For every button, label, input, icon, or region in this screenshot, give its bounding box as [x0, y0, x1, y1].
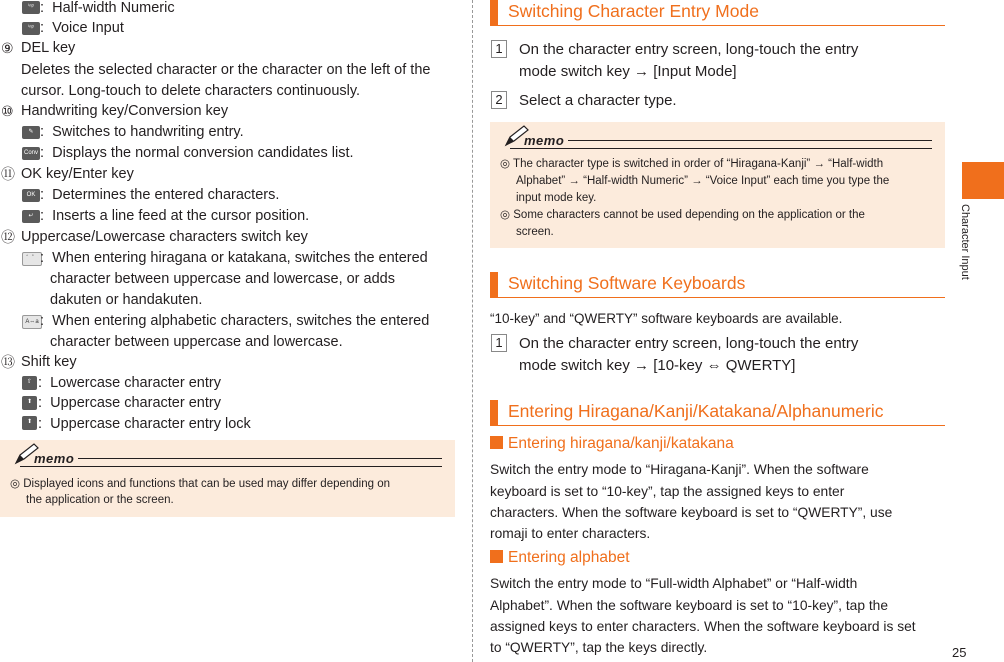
item-text: When entering hiragana or katakana, switches the entered [52, 250, 428, 266]
memo-text: Alphabet” → “Half-width Numeric” → “Voice Input” each time you type the [516, 175, 890, 187]
paragraph-line: Alphabet”. When the software keyboard is set to “10-key”, tap the [490, 598, 889, 613]
subsection-heading [490, 434, 734, 454]
item-text: Determines the entered characters. [52, 187, 280, 203]
item-number: ⑩ [1, 103, 14, 119]
paragraph-line: assigned keys to enter characters. When the software keyboard is set [490, 619, 916, 634]
step-text: Select a character type. [519, 92, 677, 109]
shift-uppercase-icon: ⬆ [22, 396, 37, 410]
side-tab-label: Character Input [959, 204, 971, 280]
shift-key-title: Shift key [21, 354, 77, 370]
enter-key-icon: ↵ [22, 210, 40, 223]
item-text: Lowercase character entry [50, 375, 221, 391]
memo-line-text: Displayed icons and functions that can be used may differ depending on [23, 478, 391, 490]
side-tab [962, 162, 1004, 199]
del-key-desc: Deletes the selected character or the character on the left of the [21, 62, 431, 78]
del-key-title: DEL key [21, 40, 76, 56]
mode-item-label: Voice Input [52, 20, 124, 36]
mode-item-label: Half-width Numeric [52, 0, 175, 16]
step-text: On the character entry screen, long-touch the entry [519, 41, 859, 58]
memo-text: input mode key. [516, 192, 597, 204]
enter-item: : Inserts a line feed at the cursor position. [40, 208, 310, 224]
memo-rule [78, 458, 442, 459]
ok-key-title: OK key/Enter key [21, 166, 134, 182]
step-text: mode switch key → [10-key ⇔ QWERTY] [519, 357, 796, 374]
section-heading: Switching Character Entry Mode [490, 0, 945, 26]
step-text: mode switch key → [Input Mode] [519, 63, 737, 80]
side-tab-label-wrap [958, 204, 972, 294]
memo-rule [510, 148, 932, 149]
shift-item: : Uppercase character entry [38, 395, 221, 411]
mode-item-voice: : Voice Input [40, 20, 124, 36]
step-number: 2 [491, 91, 507, 109]
ok-key-icon: OK [22, 189, 40, 202]
step-number: 1 [491, 40, 507, 58]
case-key-title: Uppercase/Lowercase characters switch key [21, 229, 308, 245]
memo-line-text: The character type is switched in order of “Hiragana-Kanji” → “Half-width [513, 158, 884, 170]
item-number: ⑨ [1, 40, 14, 56]
handwriting-item: : Switches to handwriting entry. [40, 124, 244, 140]
paragraph-line: romaji to enter characters. [490, 526, 651, 541]
item-text: Uppercase character entry [50, 395, 221, 411]
conversion-item: : Displays the normal conversion candidates list. [40, 145, 354, 161]
ok-item: : Determines the entered characters. [40, 187, 280, 203]
shift-item: : Lowercase character entry [38, 375, 221, 391]
step-text: On the character entry screen, long-touch the entry [519, 335, 859, 352]
half-width-numeric-key-icon: ⁱⁿᵖ [22, 1, 40, 14]
paragraph-line: Switch the entry mode to “Hiragana-Kanji”. When the software [490, 462, 869, 477]
item-number: ⑫ [1, 229, 15, 245]
alpha-case-key-icon: A⇔a [22, 315, 42, 329]
section-heading: Switching Software Keyboards [490, 272, 945, 298]
case-item-alpha-cont: character between uppercase and lowercase. [50, 334, 343, 350]
paragraph-line: to “QWERTY”, tap the keys directly. [490, 640, 708, 655]
shift-lock-icon: ⬆ [22, 416, 37, 430]
bullet-mark: ◎ [500, 158, 511, 170]
item-text: Displays the normal conversion candidates list. [52, 145, 354, 161]
square-bullet-icon [490, 550, 503, 563]
paragraph-line: characters. When the software keyboard is set to “QWERTY”, use [490, 505, 893, 520]
bullet-mark: ◎ [10, 478, 21, 490]
shift-lowercase-icon: ⇧ [22, 376, 37, 390]
case-item-kana: : When entering hiragana or katakana, switches the entered [40, 250, 428, 266]
handwriting-key-icon: ✎ [22, 126, 40, 139]
memo-rule [568, 140, 932, 141]
memo-text [10, 476, 390, 492]
square-bullet-icon [490, 436, 503, 449]
item-text: When entering alphabetic characters, switches the entered [52, 313, 430, 329]
memo-box [0, 440, 455, 517]
item-text: Switches to handwriting entry. [52, 124, 244, 140]
kana-case-key-icon: ゛゜ [22, 252, 42, 266]
paragraph-line: Switch the entry mode to “Full-width Alphabet” or “Half-width [490, 576, 858, 591]
mode-item-half-numeric: : Half-width Numeric [40, 0, 175, 16]
del-key-desc: cursor. Long-touch to delete characters continuously. [21, 83, 361, 99]
memo-label: memo [34, 451, 75, 466]
memo-label: memo [524, 133, 565, 148]
case-item-alpha: : When entering alphabetic characters, switches the entered [40, 313, 430, 329]
memo-box [490, 122, 945, 248]
subsection-label: Entering hiragana/kanji/katakana [508, 435, 734, 452]
handwriting-key-title: Handwriting key/Conversion key [21, 103, 229, 119]
memo-text: screen. [516, 226, 554, 238]
column-divider [472, 0, 473, 662]
page-number: 25 [952, 645, 967, 660]
memo-rule [20, 466, 442, 467]
voice-input-key-icon: ⁱⁿᵖ [22, 22, 40, 35]
subsection-heading [490, 548, 630, 568]
case-item-kana-cont: dakuten or handakuten. [50, 292, 203, 308]
memo-text: the application or the screen. [26, 494, 174, 506]
bullet-mark: ◎ [500, 209, 511, 221]
paragraph-line: keyboard is set to “10-key”, tap the assigned keys to enter [490, 484, 845, 499]
item-number: ⑬ [1, 354, 15, 370]
conversion-key-icon: Conv [22, 147, 40, 160]
section-heading: Entering Hiragana/Kanji/Katakana/Alphanumeric [490, 400, 945, 426]
step-number: 1 [491, 334, 507, 352]
subsection-label: Entering alphabet [508, 549, 630, 566]
shift-item: : Uppercase character entry lock [38, 416, 251, 432]
item-text: Uppercase character entry lock [50, 416, 251, 432]
item-text: Inserts a line feed at the cursor position. [52, 208, 310, 224]
case-item-kana-cont: character between uppercase and lowercase, or adds [50, 271, 395, 287]
memo-text [500, 207, 865, 223]
intro-text: “10-key” and “QWERTY” software keyboards are available. [490, 311, 843, 326]
item-number: ⑪ [1, 166, 15, 182]
memo-text [500, 156, 883, 172]
memo-line-text: Some characters cannot be used depending on the application or the [513, 209, 865, 221]
